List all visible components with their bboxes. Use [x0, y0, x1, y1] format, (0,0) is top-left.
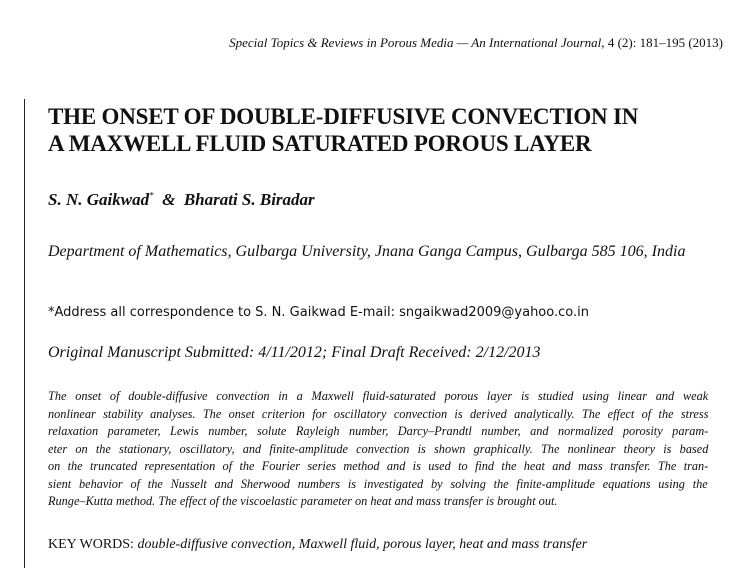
paper-title [48, 103, 728, 157]
corresponding-mark: * [149, 190, 154, 201]
left-margin-rule [24, 99, 25, 568]
abstract-line: relaxation parameter, Lewis number, solute Rayleigh number, Darcy–Prandtl number, and normalized porosity param- [48, 424, 709, 438]
author-list [48, 190, 315, 210]
author-2: Bharati S. Biradar [183, 190, 315, 209]
abstract-line: Runge–Kutta method. The effect of the viscoelastic parameter on heat and mass transfer is brought out. [48, 494, 558, 508]
keywords-label: KEY WORDS: [48, 537, 134, 552]
author-1: S. N. Gaikwad [48, 190, 150, 209]
abstract-line: sient behavior of the Nusselt and Sherwood numbers is investigated by solving the finite-amplitude equations using the [48, 476, 708, 491]
abstract [48, 388, 708, 511]
journal-header [229, 35, 723, 51]
abstract-line: eter on the stationary, oscillatory, and finite-amplitude convection is shown graphically. The nonlinear theory is based [48, 441, 709, 456]
keywords-list: double-diffusive convection, Maxwell fluid, porous layer, heat and mass transfer [133, 537, 588, 552]
manuscript-dates: Original Manuscript Submitted: 4/11/2012; Final Draft Received: 2/12/2013 [48, 344, 541, 361]
abstract-line: nonlinear stability analyses. The onset criterion for oscillatory convection is derived analytically. The effect of the stress [48, 406, 709, 421]
title-line-1: THE ONSET OF DOUBLE-DIFFUSIVE CONVECTION IN [48, 104, 639, 129]
keywords [48, 537, 587, 553]
journal-name: Special Topics & Reviews in Porous Media — An International Journal, [229, 35, 605, 50]
journal-citation: 4 (2): 181–195 (2013) [604, 35, 723, 50]
abstract-line: on the truncated representation of the Fourier series method and is used to find the heat and mass transfer. The tran- [48, 459, 709, 473]
affiliation: Department of Mathematics, Gulbarga University, Jnana Ganga Campus, Gulbarga 585 106, India [48, 243, 686, 260]
title-line-2: A MAXWELL FLUID SATURATED POROUS LAYER [48, 131, 592, 156]
correspondence-note: *Address all correspondence to S. N. Gaikwad E-mail: sngaikwad2009@yahoo.co.in [48, 305, 589, 320]
author-separator: & [153, 190, 184, 209]
abstract-line: The onset of double-diffusive convection in a Maxwell fluid-saturated porous layer is studied using linear and weak [48, 389, 709, 403]
